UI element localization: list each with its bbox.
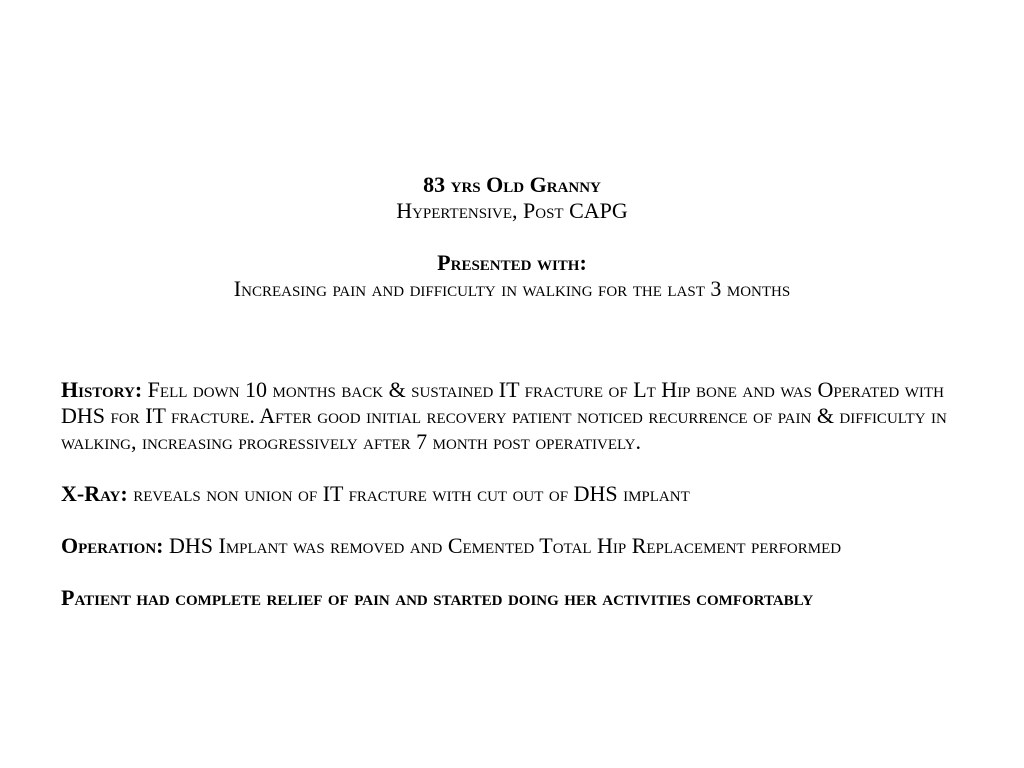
presented-with-label: Presented with:	[437, 250, 587, 275]
xray-text: reveals non union of IT fracture with cut out of DHS implant	[133, 481, 690, 506]
case-title: 83 yrs Old Granny	[423, 172, 601, 197]
case-subtitle: Hypertensive, Post CAPG	[396, 198, 628, 223]
presented-with-text: Increasing pain and difficulty in walking for the last 3 months	[233, 276, 791, 301]
history-text: Fell down 10 months back & sustained IT fracture of Lt Hip bone and was Operated with DHS for IT fracture. After good initial recovery patient noticed recurrence of pain & difficulty in walking, increasing progressively after 7 month post operatively.	[61, 377, 947, 454]
operation-text: DHS Implant was removed and Cemented Total Hip Replacement performed	[169, 533, 842, 558]
xray-label: X-Ray:	[61, 481, 128, 506]
xray-paragraph	[61, 481, 991, 507]
outcome-conclusion: Patient had complete relief of pain and started doing her activities comfortably	[61, 585, 814, 610]
case-header	[0, 172, 1024, 302]
operation-paragraph	[61, 533, 991, 559]
history-paragraph	[61, 377, 991, 455]
history-label: History:	[61, 377, 143, 402]
operation-label: Operation:	[61, 533, 164, 558]
case-details	[61, 377, 991, 611]
header-spacer	[0, 224, 1024, 250]
